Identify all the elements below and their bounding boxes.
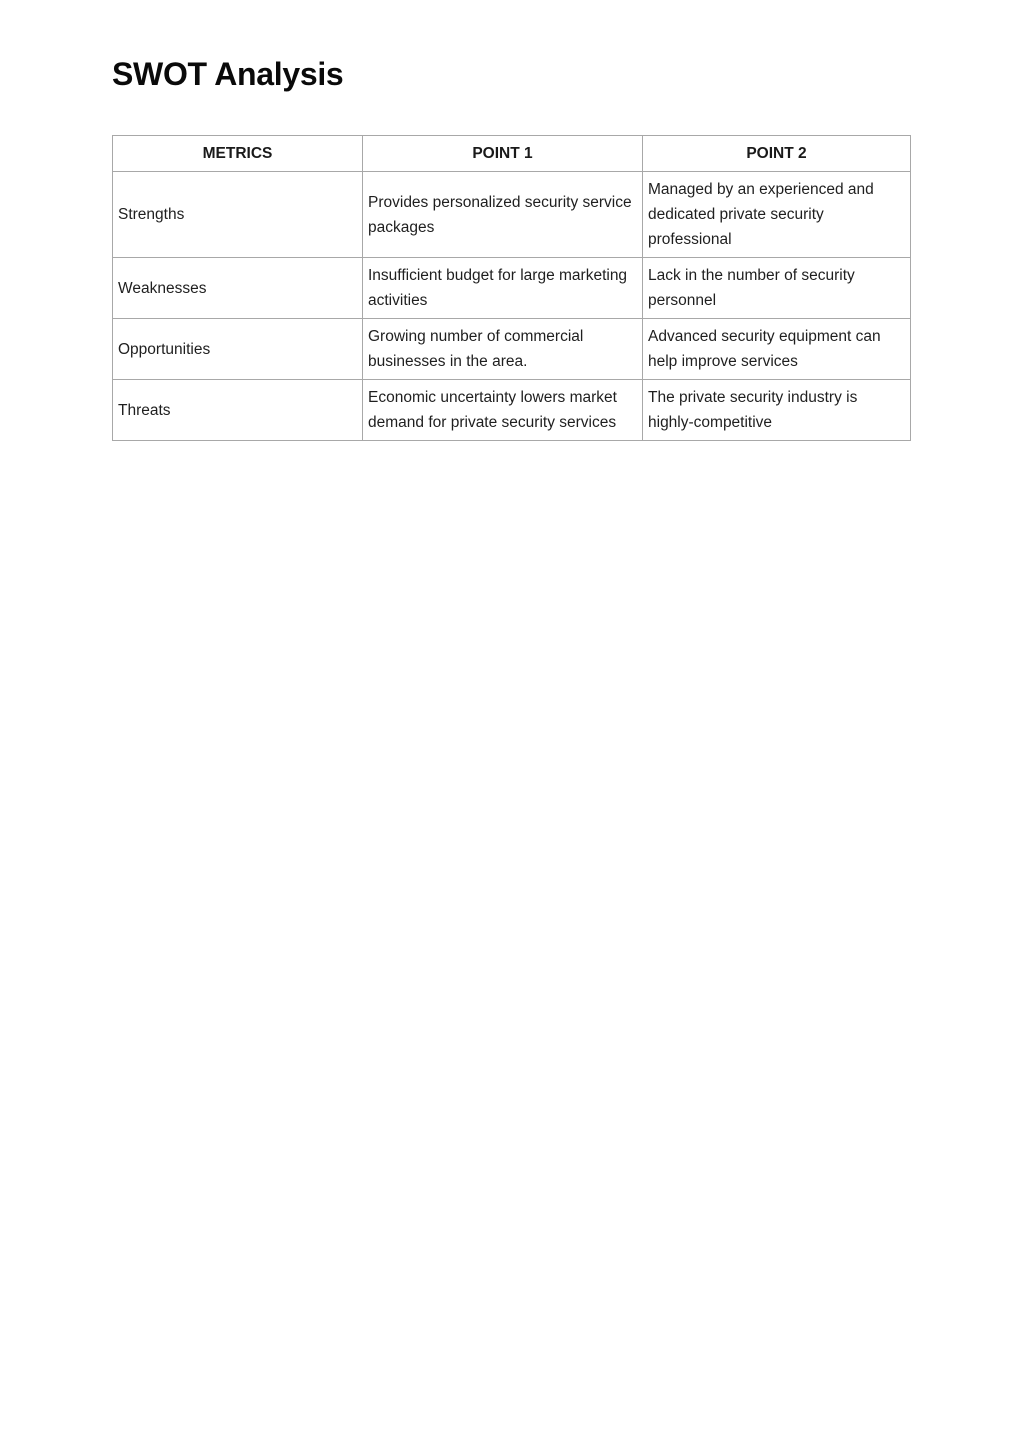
- point-2-cell: Advanced security equipment can help improve services: [643, 319, 911, 380]
- point-1-cell: Economic uncertainty lowers market demand for private security services: [363, 380, 643, 441]
- page-title: SWOT Analysis: [112, 56, 344, 92]
- metric-cell: Strengths: [113, 172, 363, 258]
- metric-cell: Weaknesses: [113, 258, 363, 319]
- point-1-cell: Growing number of commercial businesses in the area.: [363, 319, 643, 380]
- table-row: [113, 319, 911, 380]
- point-2-cell: The private security industry is highly-competitive: [643, 380, 911, 441]
- column-header-point-2: POINT 2: [643, 136, 911, 172]
- point-1-cell: Provides personalized security service packages: [363, 172, 643, 258]
- swot-table: [112, 135, 911, 441]
- table-row: [113, 380, 911, 441]
- metric-cell: Threats: [113, 380, 363, 441]
- column-header-point-1: POINT 1: [363, 136, 643, 172]
- metric-cell: Opportunities: [113, 319, 363, 380]
- table-row: [113, 172, 911, 258]
- table-header-row: [113, 136, 911, 172]
- point-1-cell: Insufficient budget for large marketing activities: [363, 258, 643, 319]
- column-header-metrics: METRICS: [113, 136, 363, 172]
- point-2-cell: Lack in the number of security personnel: [643, 258, 911, 319]
- table-row: [113, 258, 911, 319]
- point-2-cell: Managed by an experienced and dedicated private security professional: [643, 172, 911, 258]
